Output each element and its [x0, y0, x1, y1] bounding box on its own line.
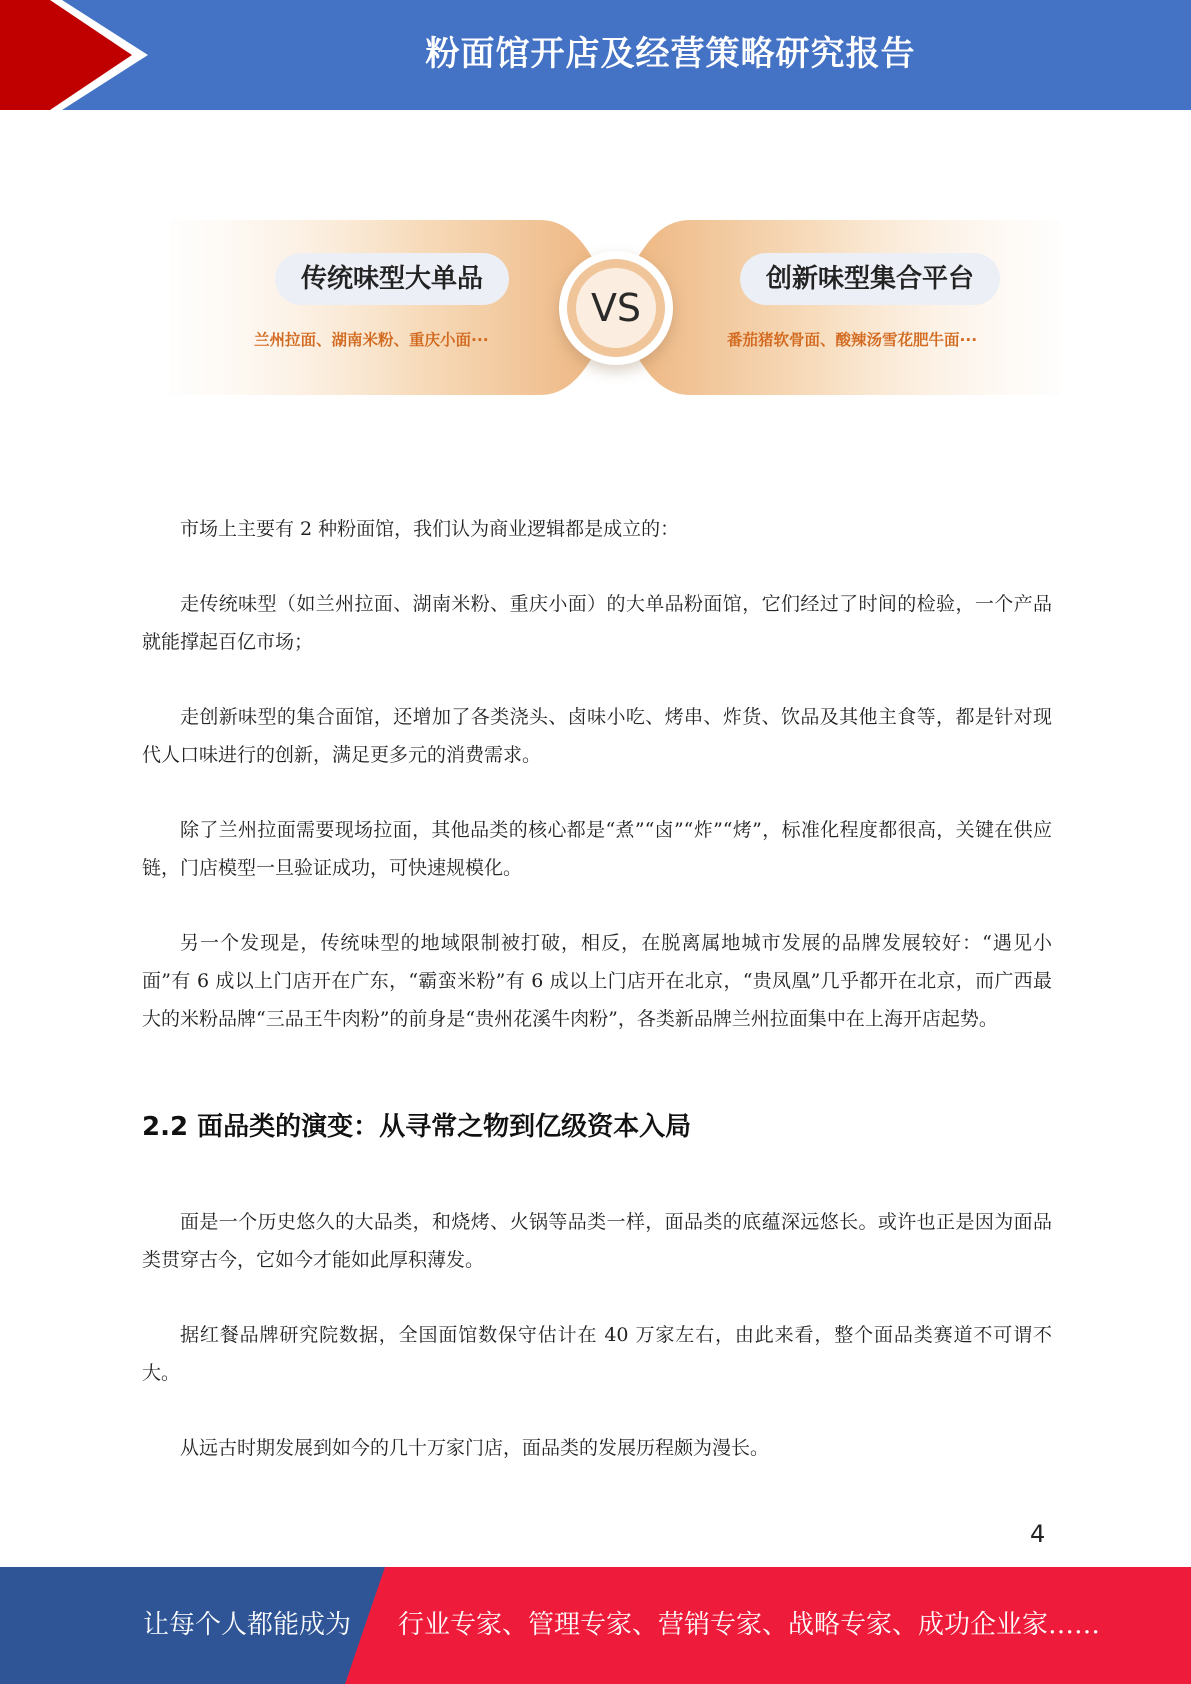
paragraph: 走传统味型（如兰州拉面、湖南米粉、重庆小面）的大单品粉面馆，它们经过了时间的检验，一个产品就能撑起百亿市场； — [142, 593, 1052, 653]
header-arrow-decoration — [0, 0, 150, 110]
traditional-flavor-label: 传统味型大单品 — [275, 253, 509, 305]
vs-text: VS — [576, 268, 656, 348]
section-heading: 2.2 面品类的演变：从寻常之物到亿级资本入局 — [142, 1112, 692, 1142]
paragraph: 据红餐品牌研究院数据，全国面馆数保守估计在 40 万家左右，由此来看，整个面品类赛道不可谓不大。 — [142, 1324, 1052, 1384]
paragraph: 另一个发现是，传统味型的地域限制被打破，相反，在脱离属地城市发展的品牌发展较好：“遇见小面”有 6 成以上门店开在广东，“霸蛮米粉”有 6 成以上门店开在北京，“贵凤凰”几乎都开在北京，而广西最大的米粉品牌“三品王牛肉粉”的前身是“贵州花溪牛肉粉”，各类新品牌兰州拉面集中在上海开店起势。 — [142, 932, 1052, 1030]
innovative-flavor-examples: 番茄猪软骨面、酸辣汤雪花肥牛面··· — [727, 331, 978, 349]
header-band — [0, 0, 1191, 110]
footer-band — [0, 1567, 1191, 1684]
traditional-flavor-examples: 兰州拉面、湖南米粉、重庆小面··· — [254, 331, 489, 349]
paragraph: 市场上主要有 2 种粉面馆，我们认为商业逻辑都是成立的： — [180, 518, 680, 540]
vs-badge — [559, 251, 673, 365]
vs-comparison-graphic — [170, 215, 1060, 400]
paragraph: 除了兰州拉面需要现场拉面，其他品类的核心都是“煮”“卤”“炸”“烤”，标准化程度都很高，关键在供应链，门店模型一旦验证成功，可快速规模化。 — [142, 819, 1052, 879]
footer-slogan-roles: 行业专家、管理专家、营销专家、战略专家、成功企业家…… — [398, 1610, 1101, 1640]
paragraph: 从远古时期发展到如今的几十万家门店，面品类的发展历程颇为漫长。 — [180, 1437, 770, 1459]
footer-slogan-lead: 让每个人都能成为 — [143, 1610, 352, 1640]
page-number: 4 — [1030, 1520, 1046, 1548]
report-title: 粉面馆开店及经营策略研究报告 — [425, 34, 916, 74]
paragraph: 面是一个历史悠久的大品类，和烧烤、火锅等品类一样，面品类的底蕴深远悠长。或许也正是因为面品类贯穿古今，它如今才能如此厚积薄发。 — [142, 1211, 1052, 1271]
body-content — [142, 510, 1052, 1504]
innovative-flavor-label: 创新味型集合平台 — [740, 253, 1000, 305]
paragraph: 走创新味型的集合面馆，还增加了各类浇头、卤味小吃、烤串、炸货、饮品及其他主食等，都是针对现代人口味进行的创新，满足更多元的消费需求。 — [142, 706, 1052, 766]
